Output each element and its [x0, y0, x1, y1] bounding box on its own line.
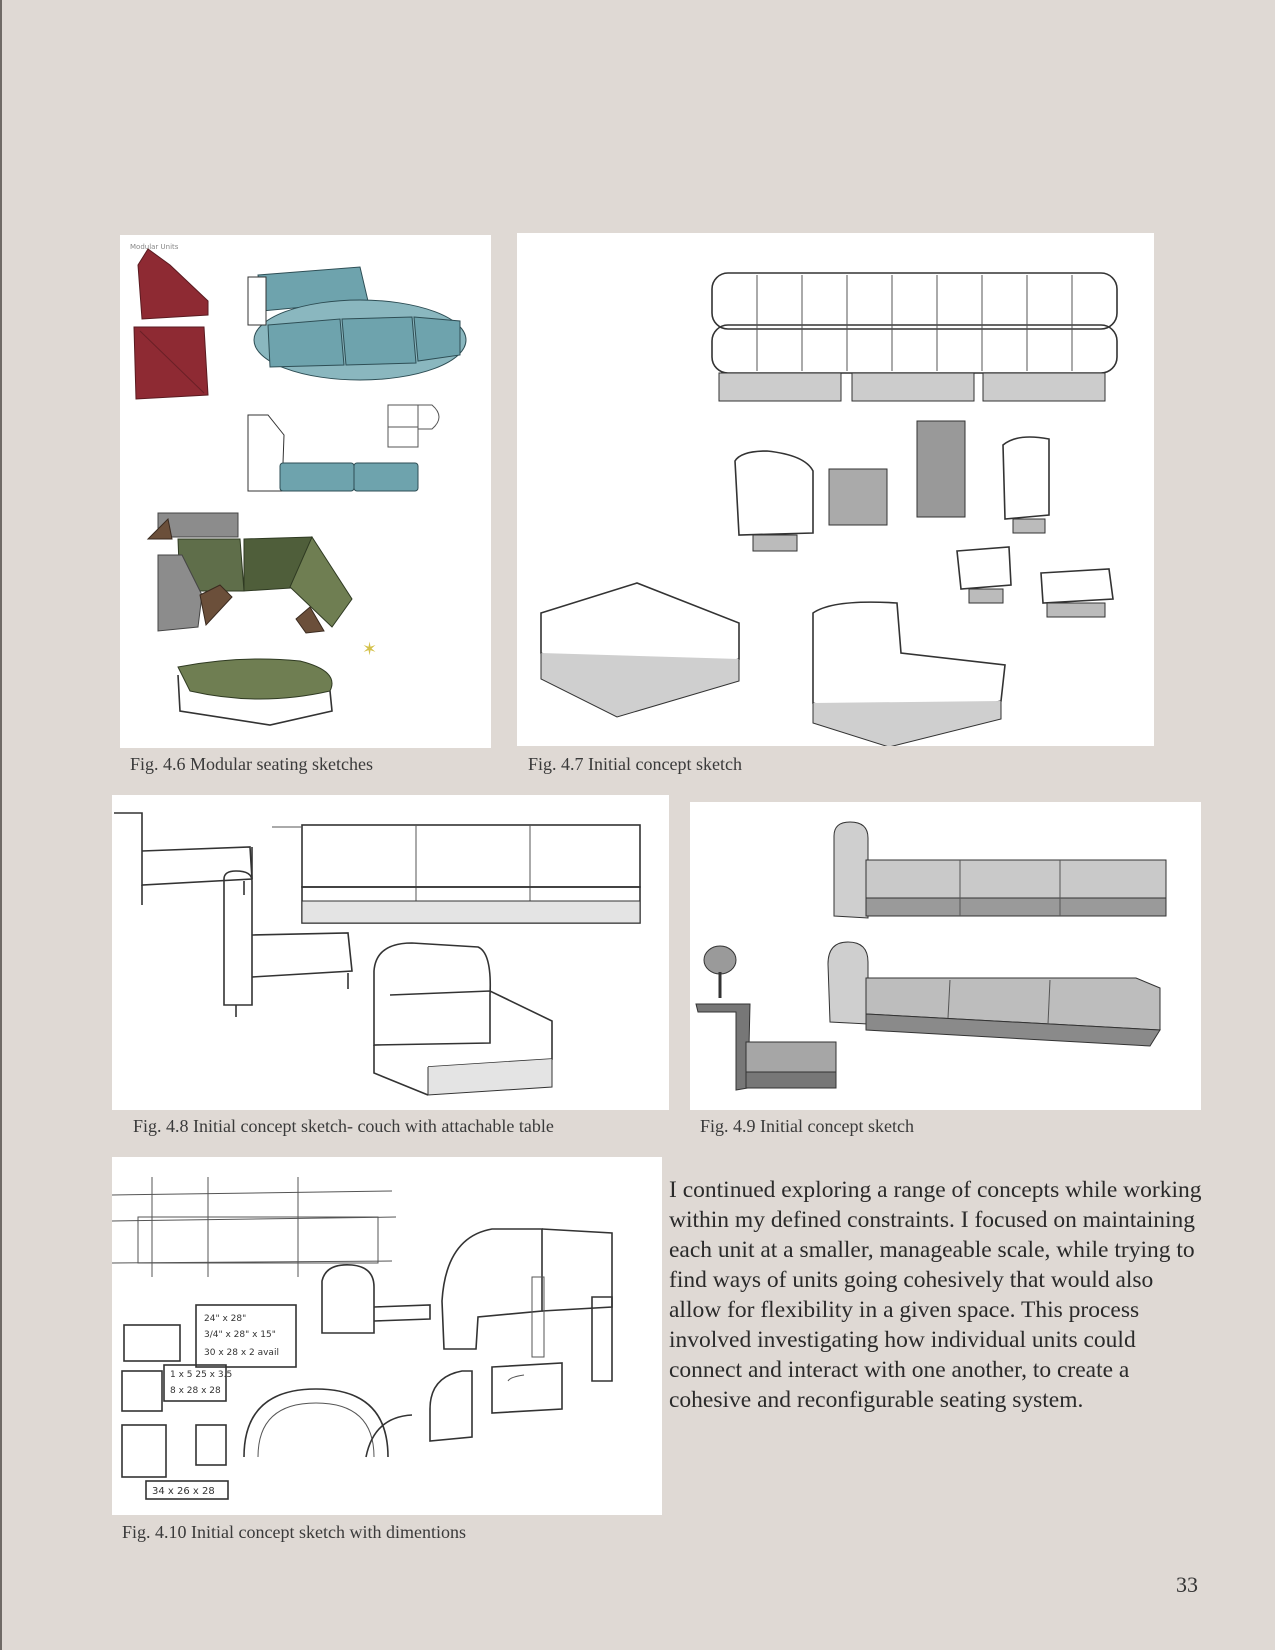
figure-caption: Fig. 4.9 Initial concept sketch [700, 1116, 914, 1136]
dimension-note: 34 x 26 x 28 [152, 1486, 215, 1497]
dimension-note: 8 x 28 x 28 [170, 1386, 221, 1396]
figure-caption: Fig. 4.8 Initial concept sketch- couch with attachable table [133, 1116, 554, 1136]
page-number: 33 [1176, 1572, 1198, 1597]
dimension-note: 30 x 28 x 2 avail [204, 1348, 279, 1358]
svg-text:✶: ✶ [362, 639, 378, 659]
figure-initial-concept-sketch-4-9 [690, 802, 1201, 1110]
body-paragraph: I continued exploring a range of concepts while working within my defined constraints. I focused on maintaining each unit at a smaller, manageable scale, while trying to find ways of units going cohesively that would also allow for flexibility in a given space. This process involved investigating how individual units could connect and interact with one another, to create a cohesive and reconfigurable seating system. [669, 1177, 1202, 1413]
figure-concept-sketch-with-dimensions [112, 1157, 662, 1515]
dimension-note: 24" x 28" [204, 1314, 247, 1324]
figure-caption: Fig. 4.7 Initial concept sketch [528, 754, 742, 774]
dimension-note: 1 x 5 25 x 3.5 [170, 1370, 233, 1380]
figure-caption: Fig. 4.6 Modular seating sketches [130, 754, 373, 774]
svg-text:Modular Units: Modular Units [130, 243, 179, 251]
page-left-rule [0, 0, 2, 1650]
figure-initial-concept-sketch-4-7 [517, 233, 1154, 746]
figure-couch-with-attachable-table [112, 795, 669, 1110]
figure-modular-seating-sketches [120, 235, 491, 748]
dimension-note: 3/4" x 28" x 15" [204, 1330, 276, 1340]
figure-caption: Fig. 4.10 Initial concept sketch with dimentions [122, 1522, 466, 1542]
